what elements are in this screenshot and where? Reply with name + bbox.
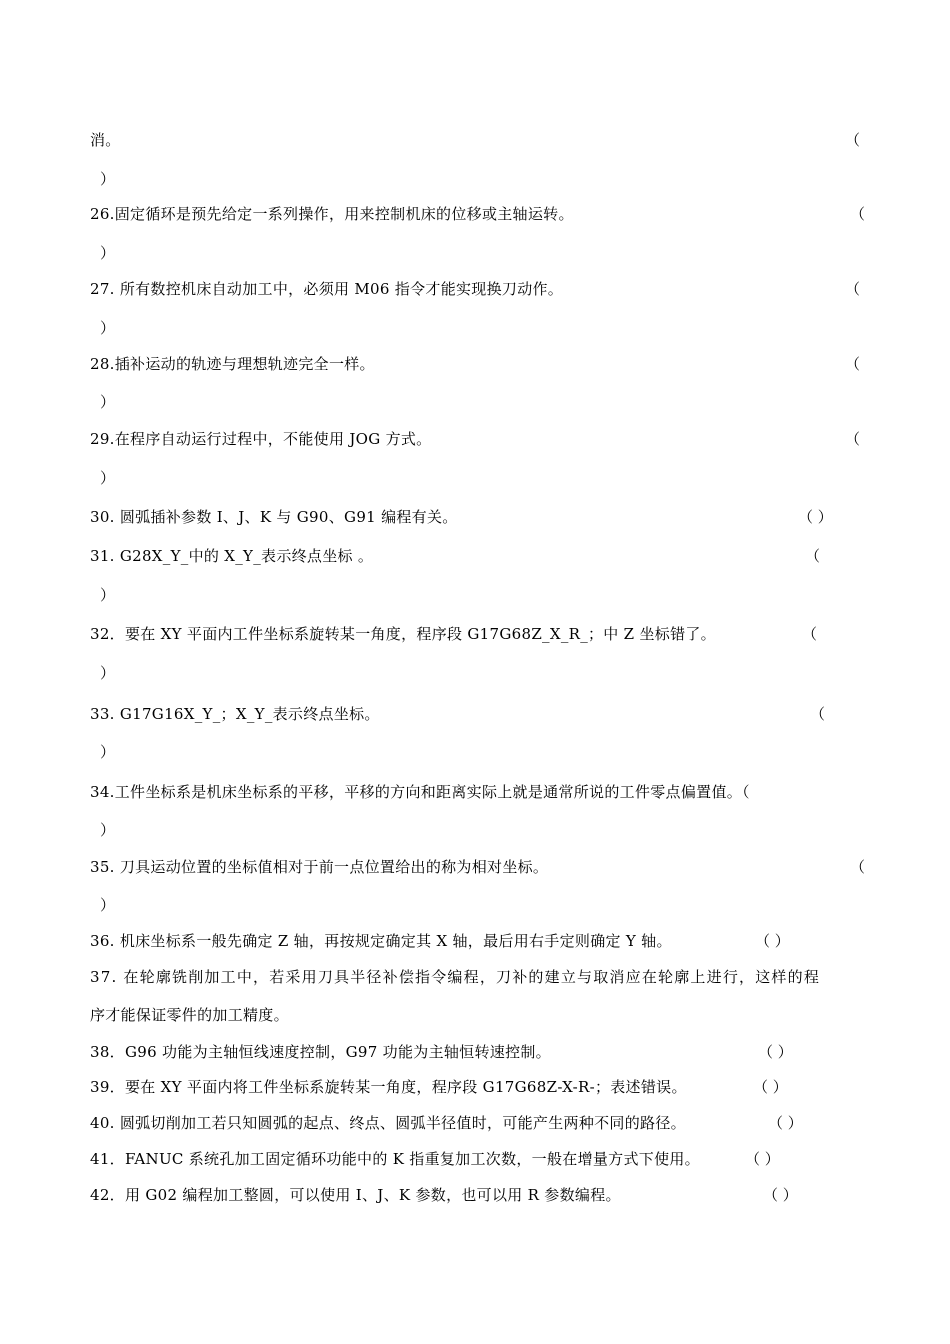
answer-paren-pair: （ ） — [768, 1114, 803, 1132]
question-38: 38．G96 功能为主轴恒线速度控制，G97 功能为主轴恒转速控制。 — [90, 1043, 551, 1061]
question-31: 31. G28X_Y_中的 X_Y_表示终点坐标 。 — [90, 547, 374, 565]
answer-close-paren: ） — [100, 896, 116, 914]
answer-close-paren: ） — [100, 743, 116, 761]
question-40: 40. 圆弧切削加工若只知圆弧的起点、终点、圆弧半径值时，可能产生两种不同的路径。 — [90, 1114, 686, 1132]
answer-open-paren: （ — [802, 625, 818, 643]
answer-paren-pair: （ ） — [753, 1078, 788, 1096]
answer-open-paren: （ — [845, 280, 861, 298]
question-41: 41．FANUC 系统孔加工固定循环功能中的 K 指重复加工次数，一般在增量方式下使用。 — [90, 1150, 700, 1168]
answer-open-paren: （ — [850, 205, 866, 223]
answer-close-paren: ） — [100, 469, 116, 487]
question-37-line-1: 37. 在轮廓铣削加工中，若采用刀具半径补偿指令编程，刀补的建立与取消应在轮廓上进行，这样的程 — [90, 968, 821, 986]
question-36: 36. 机床坐标系一般先确定 Z 轴，再按规定确定其 X 轴，最后用右手定则确定 Y 轴。 — [90, 932, 672, 950]
question-29: 29.在程序自动运行过程中，不能使用 JOG 方式。 — [90, 430, 432, 448]
answer-close-paren: ） — [100, 170, 116, 188]
question-25-tail: 消。 — [90, 131, 121, 149]
answer-open-paren: （ — [845, 355, 861, 373]
answer-close-paren: ） — [100, 664, 116, 682]
answer-close-paren: ） — [100, 244, 116, 262]
answer-close-paren: ） — [100, 319, 116, 337]
question-37-line-2: 序才能保证零件的加工精度。 — [90, 1006, 289, 1024]
answer-open-paren: （ — [810, 705, 826, 723]
answer-paren-pair: （ ） — [758, 1043, 793, 1061]
answer-close-paren: ） — [100, 393, 116, 411]
question-33: 33. G17G16X_Y_；X_Y_表示终点坐标。 — [90, 705, 380, 723]
question-26: 26.固定循环是预先给定一系列操作，用来控制机床的位移或主轴运转。 — [90, 205, 574, 223]
question-28: 28.插补运动的轨迹与理想轨迹完全一样。 — [90, 355, 375, 373]
question-32: 32．要在 XY 平面内工件坐标系旋转某一角度，程序段 G17G68Z_X_R_；中 Z 坐标错了。 — [90, 625, 716, 643]
answer-open-paren: （ — [845, 430, 861, 448]
question-30: 30. 圆弧插补参数 I、J、K 与 G90、G91 编程有关。 — [90, 508, 458, 526]
question-34: 34.工件坐标系是机床坐标系的平移，平移的方向和距离实际上就是通常所说的工件零点偏置值。（ — [90, 783, 750, 801]
answer-close-paren: ） — [100, 821, 116, 839]
answer-paren-pair: （ ） — [798, 508, 833, 526]
question-39: 39．要在 XY 平面内将工件坐标系旋转某一角度，程序段 G17G68Z-X-R-；表述错误。 — [90, 1078, 687, 1096]
answer-close-paren: ） — [100, 586, 116, 604]
answer-paren-pair: （ ） — [745, 1150, 780, 1168]
question-27: 27. 所有数控机床自动加工中，必须用 M06 指令才能实现换刀动作。 — [90, 280, 564, 298]
answer-open-paren: （ — [845, 131, 861, 149]
answer-open-paren: （ — [850, 858, 866, 876]
question-35: 35. 刀具运动位置的坐标值相对于前一点位置给出的称为相对坐标。 — [90, 858, 549, 876]
answer-paren-pair: （ ） — [755, 932, 790, 950]
question-42: 42．用 G02 编程加工整圆，可以使用 I、J、K 参数，也可以用 R 参数编程。 — [90, 1186, 621, 1204]
answer-paren-pair: （ ） — [763, 1186, 798, 1204]
answer-open-paren: （ — [805, 547, 821, 565]
